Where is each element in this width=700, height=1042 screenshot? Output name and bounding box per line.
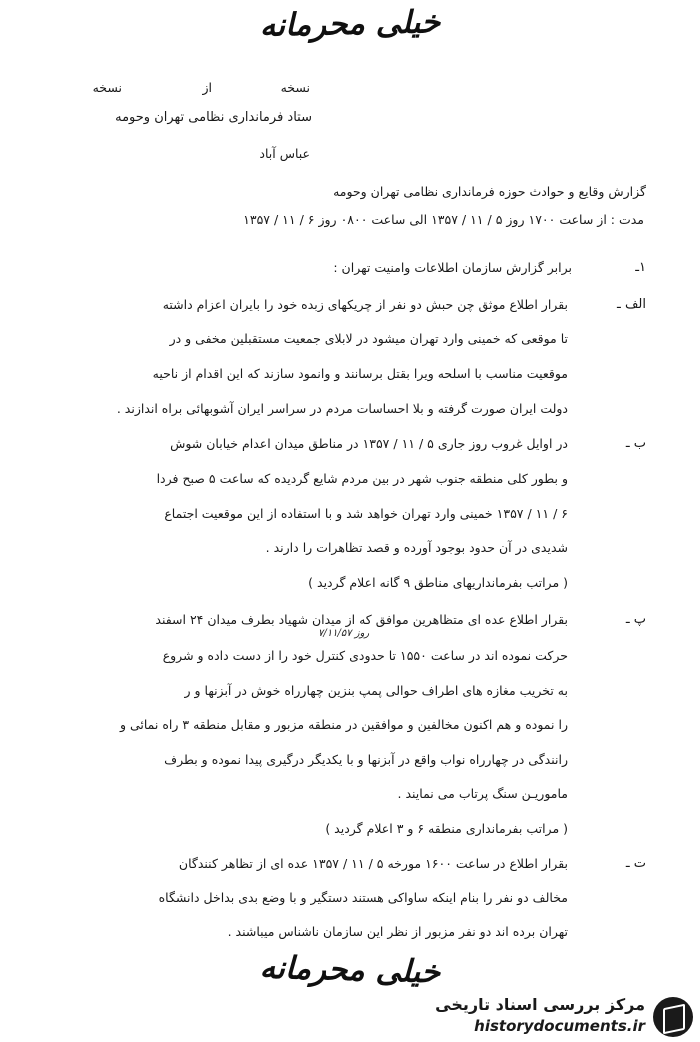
- item-alef-line: بقرار اطلاع موثق چن حبش دو نفر از چریکهای زبده خود را بایران اعزام داشته: [162, 297, 568, 312]
- report-title: گزارش وقایع و حوادث حوزه فرمانداری نظامی تهران وحومه: [333, 184, 646, 199]
- item-be-line: شدیدی در آن حدود بوجود آورده و قصد تظاهرات را دارند .: [265, 540, 568, 555]
- item-pe-line: به تخریب مغازه های اطراف حوالی پمپ بنزین چهارراه خوش در آبزنها و ر: [184, 683, 568, 698]
- watermark-title: مرکز بررسی اسناد تاریخی: [435, 995, 645, 1014]
- item-alef-marker: الف ـ: [617, 297, 646, 312]
- item-pe-line: رانندگی در چهارراه نواب واقع در آبزنها و با یکدیگر درگیری پیدا نموده و بطرف: [164, 752, 568, 767]
- section-1-heading: برابر گزارش سازمان اطلاعات وامنیت تهران :: [333, 260, 572, 275]
- archive-logo-icon: [653, 997, 693, 1037]
- item-pe-note: ( مراتب بفرمانداری منطقه ۶ و ۳ اعلام گردید ): [325, 821, 568, 836]
- item-be-line: ۶ / ۱۱ / ۱۳۵۷ خمینی وارد تهران خواهد شد و با استفاده از این موقعیت اجتماع: [164, 506, 568, 521]
- item-pe-line: ماموریـن سنگ پرتاب می نمایند .: [397, 786, 568, 801]
- handwritten-date-annotation: روز ۷/۱۱/۵۷: [318, 628, 370, 639]
- classification-stamp-bottom: خیلی محرمانه: [259, 949, 441, 991]
- item-alef-line: موقعیت مناسب با اسلحه ویرا بقتل برسانند و وانمود سازند که این اقدام از ناحیه: [152, 366, 568, 381]
- item-alef-line: تا موقعی که خمینی وارد تهران میشود در لابلای جمعیت مستقبلین مخفی و در: [169, 331, 568, 346]
- sender-line: ستاد فرمانداری نظامی تهران وحومه: [115, 110, 312, 125]
- item-be-line: و بطور کلی منطقه جنوب شهر در بین مردم شایع گردیده که ساعت ۵ صبح فردا: [156, 471, 568, 486]
- item-be-marker: ب ـ: [625, 436, 646, 451]
- item-be-note: ( مراتب بفرمانداریهای مناطق ۹ گانه اعلام گردید ): [308, 575, 568, 590]
- item-pe-marker: پ ـ: [625, 612, 646, 627]
- item-te-line: تهران برده اند دو نفر مزبور از نظر این سازمان ناشناس میباشند .: [227, 924, 568, 939]
- item-te-line: بقرار اطلاع در ساعت ۱۶۰۰ مورخه ۵ / ۱۱ / ۱۳۵۷ عده ای از تظاهر کنندگان: [178, 856, 568, 871]
- item-pe-line: بقرار اطلاع عده ای متظاهرین موافق که از میدان شهیاد بطرف میدان ۲۴ اسفند: [155, 612, 568, 627]
- copy-label: نسخه: [280, 80, 310, 95]
- item-te-line: مخالف دو نفر را بنام اینکه ساواکی هستند دستگیر و با وضع بدی بداخل دانشگاه: [158, 890, 568, 905]
- recipient-line: عباس آباد: [259, 146, 310, 161]
- watermark-url: historydocuments.ir: [474, 1017, 645, 1035]
- report-period: مدت : از ساعت ۱۷۰۰ روز ۵ / ۱۱ / ۱۳۵۷ الی ساعت ۰۸۰۰ روز ۶ / ۱۱ / ۱۳۵۷: [243, 212, 644, 227]
- item-pe-line: را نموده و هم اکنون مخالفین و موافقین در منطقه مزبور و مقابل منطقه ۳ راه نمائی و: [119, 717, 568, 732]
- item-be-line: در اوایل غروب روز جاری ۵ / ۱۱ / ۱۳۵۷ در مناطق میدان اعدام خیابان شوش: [170, 436, 568, 451]
- classification-stamp-top: خیلی محرمانه: [259, 4, 441, 44]
- copy-total-label: نسخه: [92, 80, 122, 95]
- item-alef-line: دولت ایران صورت گرفته و بلا احساسات مردم در سراسر ایران آشوبهائی براه اندازند .: [116, 401, 568, 416]
- item-pe-line: حرکت نموده اند در ساعت ۱۵۵۰ تا حدودی کنترل خود را از دست داده و شروع: [162, 648, 568, 663]
- item-te-marker: ت ـ: [625, 856, 646, 871]
- section-1-marker: ۱ـ: [635, 260, 646, 275]
- copy-of-label: از: [202, 80, 212, 95]
- archive-watermark: [425, 993, 695, 1039]
